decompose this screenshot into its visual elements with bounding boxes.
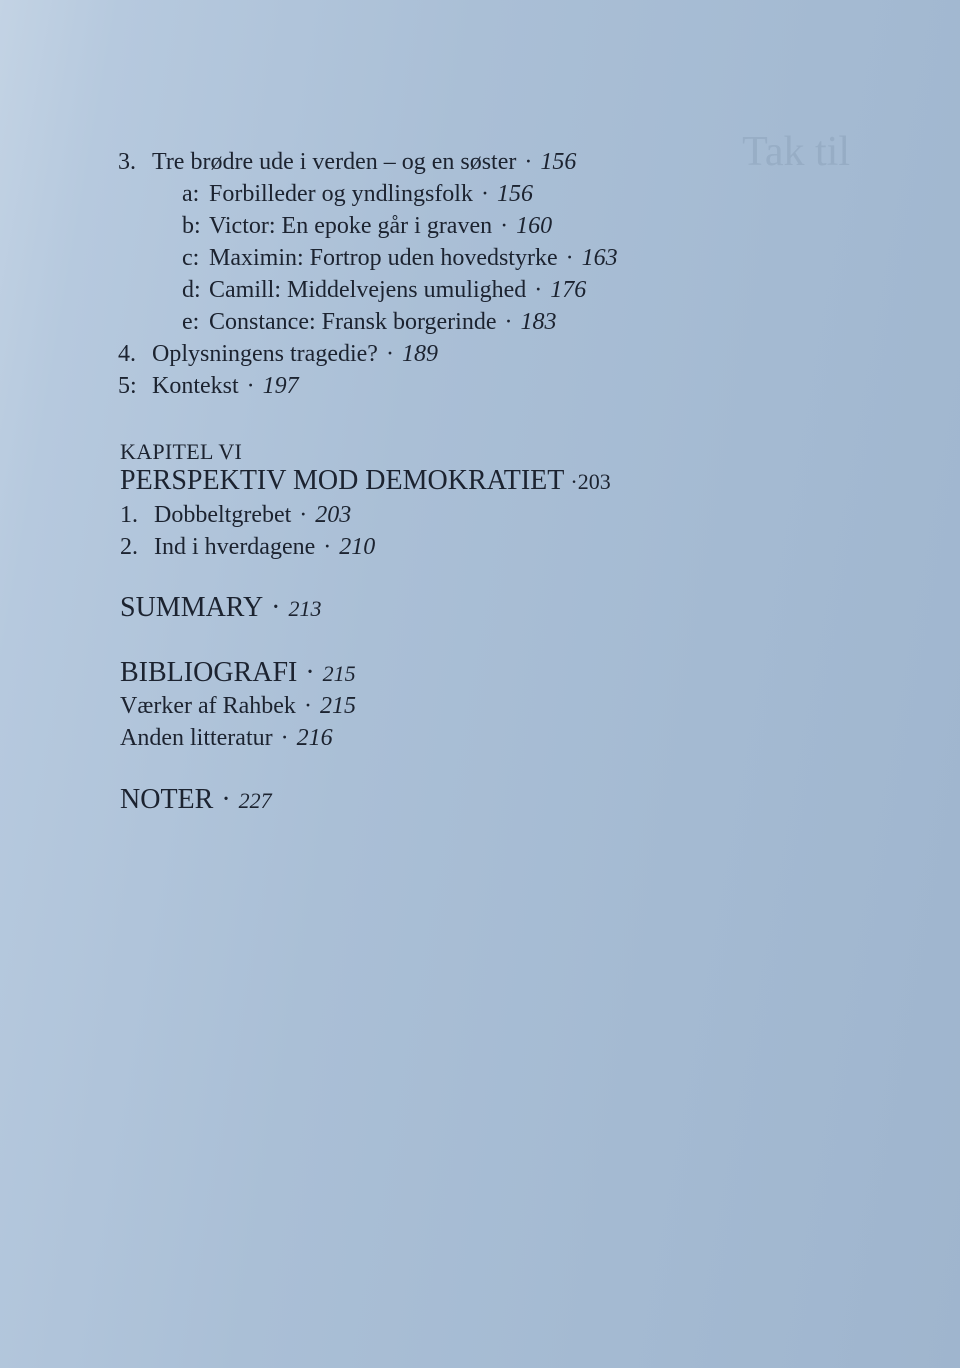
toc-separator: · <box>305 657 315 688</box>
bibliography-title: BIBLIOGRAFI <box>120 657 298 688</box>
toc-entry-number: a: <box>182 181 200 207</box>
toc-entry <box>118 371 299 401</box>
toc-entry-page: 163 <box>581 245 618 271</box>
toc-separator: · <box>221 784 231 815</box>
toc-entry-page: 215 <box>319 693 356 719</box>
toc-subentry <box>182 243 618 273</box>
toc-entry-title: Værker af Rahbek <box>120 693 296 719</box>
toc-entry-page: 160 <box>516 213 553 239</box>
toc-entry-page: 203 <box>315 502 352 528</box>
toc-entry-number: c: <box>182 245 200 271</box>
toc-subentry <box>182 275 586 305</box>
notes-title: NOTER <box>120 784 214 815</box>
toc-separator: · <box>524 149 533 175</box>
summary-page: 213 <box>288 596 322 621</box>
chapter-heading <box>120 466 611 497</box>
toc-separator: · <box>385 341 394 367</box>
toc-entry-page: 183 <box>520 309 557 335</box>
toc-entry-page: 189 <box>401 341 438 367</box>
toc-entry-page: 156 <box>540 149 577 175</box>
bleed-through-title: Tak til <box>742 129 850 175</box>
toc-separator: · <box>565 245 574 271</box>
toc-entry-page: 197 <box>262 373 299 399</box>
chapter-page: 203 <box>577 469 611 494</box>
toc-entry <box>120 500 351 530</box>
toc-entry-title: Ind i hverdagene <box>154 534 316 560</box>
toc-entry-number: 3. <box>118 149 136 175</box>
toc-entry-title: Victor: En epoke går i graven <box>209 213 493 239</box>
toc-entry <box>120 723 333 753</box>
toc-entry-title: Dobbeltgrebet <box>154 502 292 528</box>
toc-entry <box>120 532 375 562</box>
toc-entry-title: Oplysningens tragedie? <box>152 341 378 367</box>
toc-subentry <box>182 211 552 241</box>
toc-entry-number: 2. <box>120 534 138 560</box>
toc-entry-title: Camill: Middelvejens umulighed <box>209 277 527 303</box>
toc-entry-title: Tre brødre ude i verden – og en søster <box>152 149 517 175</box>
toc-separator: · <box>271 592 281 623</box>
toc-entry <box>118 147 576 177</box>
summary-heading <box>120 593 322 624</box>
toc-entry-title: Anden litteratur <box>120 725 273 751</box>
bibliography-page: 215 <box>322 661 356 686</box>
toc-separator: · <box>246 373 255 399</box>
toc-separator: · <box>534 277 543 303</box>
toc-separator: · <box>570 469 578 494</box>
toc-separator: · <box>303 693 312 719</box>
toc-entry-title: Constance: Fransk borgerinde <box>209 309 497 335</box>
chapter-title: PERSPEKTIV MOD DEMOKRATIET <box>120 465 565 496</box>
toc-separator: · <box>323 534 332 560</box>
toc-entry-title: Forbilleder og yndlingsfolk <box>209 181 473 207</box>
toc-entry-title: Kontekst <box>152 373 239 399</box>
bibliography-heading <box>120 658 356 689</box>
toc-entry-number: 5: <box>118 373 137 399</box>
toc-entry-number: e: <box>182 309 200 335</box>
toc-separator: · <box>480 181 489 207</box>
toc-entry-page: 176 <box>550 277 587 303</box>
toc-entry <box>120 691 356 721</box>
toc-entry-page: 210 <box>339 534 376 560</box>
toc-entry-title: Maximin: Fortrop uden hovedstyrke <box>209 245 558 271</box>
toc-subentry <box>182 307 557 337</box>
toc-entry-number: 1. <box>120 502 138 528</box>
toc-separator: · <box>500 213 509 239</box>
toc-entry-number: d: <box>182 277 201 303</box>
chapter-label: KAPITEL VI <box>120 439 243 464</box>
notes-page: 227 <box>238 788 272 813</box>
toc-separator: · <box>504 309 513 335</box>
summary-title: SUMMARY <box>120 592 264 623</box>
toc-entry-page: 216 <box>296 725 333 751</box>
notes-heading <box>120 785 272 816</box>
toc-entry <box>118 339 438 369</box>
toc-separator: · <box>299 502 308 528</box>
toc-entry-number: b: <box>182 213 201 239</box>
toc-subentry <box>182 179 533 209</box>
toc-entry-number: 4. <box>118 341 136 367</box>
toc-separator: · <box>280 725 289 751</box>
toc-entry-page: 156 <box>496 181 533 207</box>
